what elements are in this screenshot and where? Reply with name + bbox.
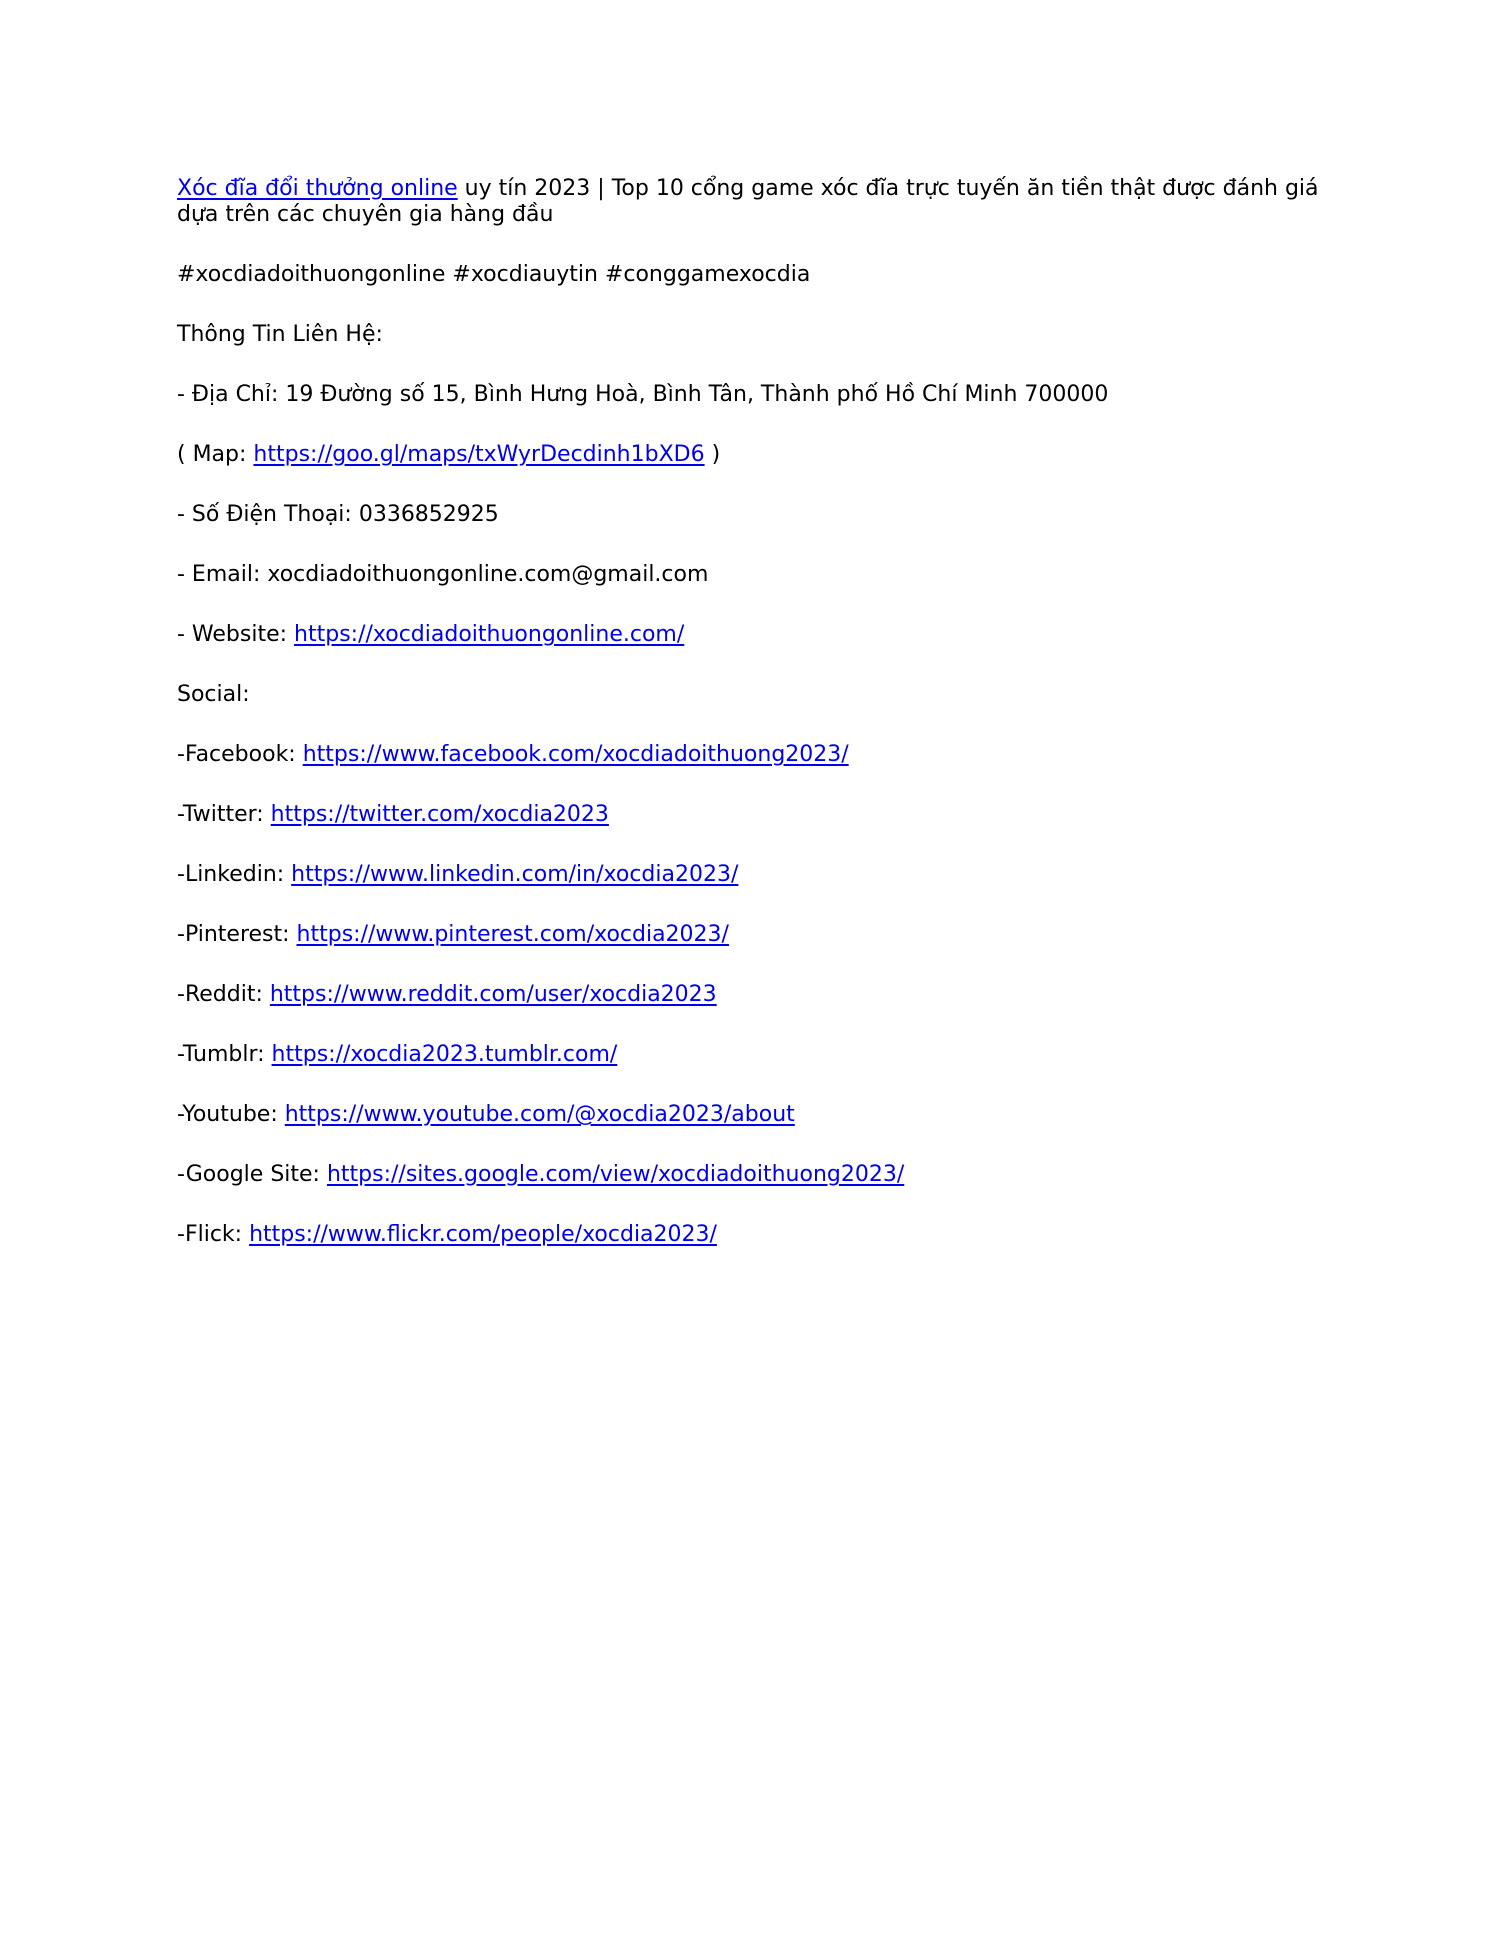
social-item-flickr — [177, 1222, 1337, 1248]
social-label: -Facebook: — [177, 742, 303, 767]
reddit-link[interactable]: https://www.reddit.com/user/xocdia2023 — [269, 982, 717, 1007]
social-label: -Reddit: — [177, 982, 270, 1007]
website-link[interactable]: https://xocdiadoithuongonline.com/ — [294, 622, 685, 647]
title-link[interactable]: Xóc đĩa đổi thưởng online — [177, 176, 458, 201]
social-label: -Google Site: — [177, 1162, 327, 1187]
phone-line: - Số Điện Thoại: 0336852925 — [177, 502, 499, 527]
map-prefix: ( Map: — [177, 442, 254, 467]
map-line — [177, 442, 1337, 468]
social-item-pinterest — [177, 922, 1337, 948]
email-line: - Email: xocdiadoithuongonline.com@gmail.com — [177, 562, 709, 587]
social-item-youtube — [177, 1102, 1337, 1128]
map-suffix: ) — [704, 442, 721, 467]
linkedin-link[interactable]: https://www.linkedin.com/in/xocdia2023/ — [291, 862, 739, 887]
address-line: - Địa Chỉ: 19 Đường số 15, Bình Hưng Hoà, Bình Tân, Thành phố Hồ Chí Minh 700000 — [177, 382, 1109, 407]
map-link[interactable]: https://goo.gl/maps/txWyrDecdinh1bXD6 — [253, 442, 705, 467]
website-line — [177, 622, 1337, 648]
social-label: -Pinterest: — [177, 922, 297, 947]
social-item-reddit — [177, 982, 1337, 1008]
document-body — [177, 176, 1337, 1282]
flickr-link[interactable]: https://www.flickr.com/people/xocdia2023/ — [249, 1222, 717, 1247]
social-item-facebook — [177, 742, 1337, 768]
social-label: -Linkedin: — [177, 862, 292, 887]
social-item-google-site — [177, 1162, 1337, 1188]
social-label: -Youtube: — [177, 1102, 285, 1127]
social-heading: Social: — [177, 682, 250, 707]
tumblr-link[interactable]: https://xocdia2023.tumblr.com/ — [271, 1042, 618, 1067]
hashtags: #xocdiadoithuongonline #xocdiauytin #conggamexocdia — [177, 262, 811, 287]
social-item-tumblr — [177, 1042, 1337, 1068]
website-prefix: - Website: — [177, 622, 295, 647]
social-item-linkedin — [177, 862, 1337, 888]
youtube-link[interactable]: https://www.youtube.com/@xocdia2023/about — [284, 1102, 795, 1127]
social-label: -Twitter: — [177, 802, 271, 827]
pinterest-link[interactable]: https://www.pinterest.com/xocdia2023/ — [296, 922, 729, 947]
social-label: -Tumblr: — [177, 1042, 272, 1067]
document-title — [177, 176, 1337, 228]
google-site-link[interactable]: https://sites.google.com/view/xocdiadoithuong2023/ — [326, 1162, 905, 1187]
social-label: -Flick: — [177, 1222, 250, 1247]
title-text: uy tín 2023 | Top 10 cổng game xóc đĩa trực tuyến ăn tiền thật được đánh giá dựa trên các chuyên gia hàng đầu — [177, 176, 1319, 227]
facebook-link[interactable]: https://www.facebook.com/xocdiadoithuong2023/ — [302, 742, 849, 767]
social-item-twitter — [177, 802, 1337, 828]
contact-heading: Thông Tin Liên Hệ: — [177, 322, 383, 347]
twitter-link[interactable]: https://twitter.com/xocdia2023 — [270, 802, 609, 827]
